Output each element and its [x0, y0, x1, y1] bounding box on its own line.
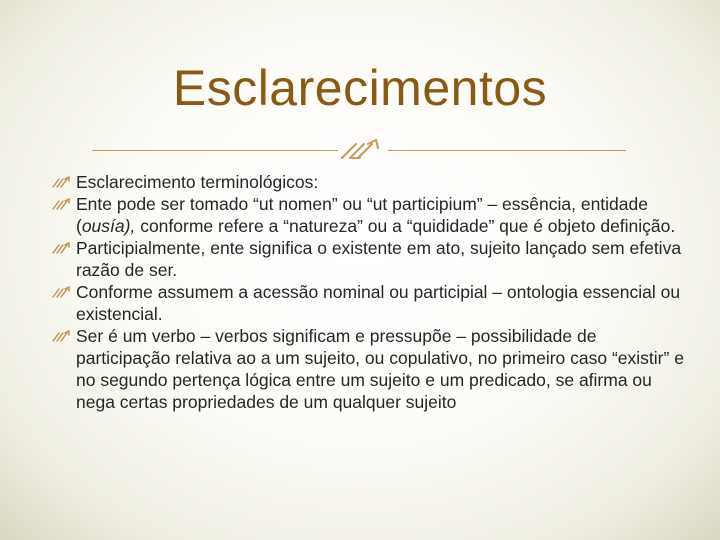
title-divider-left	[92, 150, 338, 151]
list-item-text: Ser é um verbo – verbos significam e pressupõe – possibilidade de participação relativa ao a um sujeito, ou copulativo, no primeiro caso “existir” e no segundo pertença lógica entre um sujeito e um predicado, se afirma ou nega certas propriedades de um qualquer sujeito	[76, 326, 684, 412]
slide-title: Esclarecimentos	[172, 60, 548, 116]
list-item-text: conforme refere a “natureza” ou a “quididade” que é objeto definição.	[135, 216, 676, 236]
book-arrows-icon	[52, 175, 70, 189]
title-divider-right	[388, 150, 626, 151]
list-item	[52, 325, 692, 413]
book-arrows-icon	[338, 136, 386, 164]
book-arrows-icon	[52, 329, 70, 343]
list-item-text: Participialmente, ente significa o existente em ato, sujeito lançado sem efetiva razão de ser.	[76, 238, 682, 280]
list-item	[52, 171, 692, 193]
list-item-italic: ousía),	[81, 216, 136, 236]
bullet-list	[52, 171, 692, 413]
book-arrows-icon	[52, 285, 70, 299]
list-item	[52, 281, 692, 325]
list-item	[52, 237, 692, 281]
book-arrows-icon	[52, 241, 70, 255]
list-item-text: Conforme assumem a acessão nominal ou participial – ontologia essencial ou existencial.	[76, 282, 681, 324]
list-item-text: Ente pode ser tomado “ut nomen” ou “ut participium” – essência, entidade (	[76, 194, 648, 236]
book-arrows-icon	[52, 197, 70, 211]
list-item	[52, 193, 692, 237]
list-item-text: Esclarecimento terminológicos:	[76, 172, 319, 192]
